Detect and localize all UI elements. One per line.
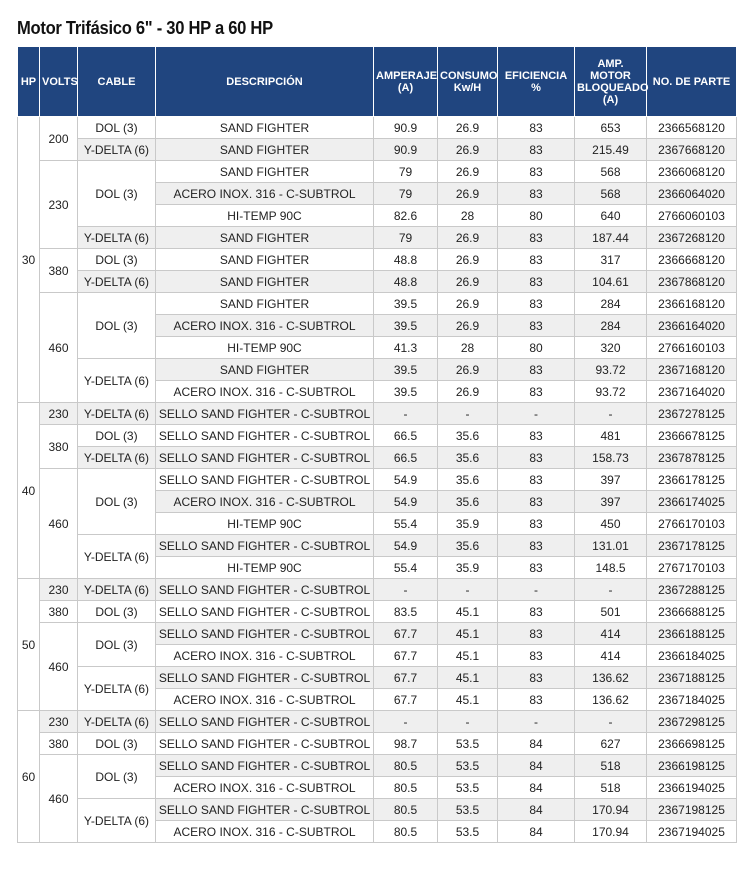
no-parte-cell: 2766060103 — [647, 205, 737, 227]
consumo-cell: - — [438, 579, 498, 601]
consumo-cell: 35.6 — [438, 491, 498, 513]
volts-cell: 460 — [40, 293, 78, 403]
amp-bloqueado-cell: 397 — [575, 491, 647, 513]
amp-bloqueado-cell: 148.5 — [575, 557, 647, 579]
volts-cell: 200 — [40, 117, 78, 161]
consumo-cell: 45.1 — [438, 601, 498, 623]
eficiencia-cell: 83 — [498, 447, 575, 469]
descripcion-cell: SAND FIGHTER — [156, 271, 374, 293]
eficiencia-cell: 83 — [498, 601, 575, 623]
consumo-cell: 26.9 — [438, 293, 498, 315]
descripcion-cell: ACERO INOX. 316 - C-SUBTROL — [156, 381, 374, 403]
amp-bloqueado-cell: 397 — [575, 469, 647, 491]
consumo-cell: 35.6 — [438, 447, 498, 469]
descripcion-cell: HI-TEMP 90C — [156, 337, 374, 359]
eficiencia-cell: 84 — [498, 755, 575, 777]
consumo-cell: 26.9 — [438, 315, 498, 337]
cable-cell: DOL (3) — [78, 249, 156, 271]
descripcion-cell: HI-TEMP 90C — [156, 513, 374, 535]
cable-cell: Y-DELTA (6) — [78, 359, 156, 403]
col-no-parte: NO. DE PARTE — [647, 47, 737, 117]
no-parte-cell: 2367878125 — [647, 447, 737, 469]
eficiencia-cell: 83 — [498, 271, 575, 293]
eficiencia-cell: 80 — [498, 205, 575, 227]
amperaje-cell: 48.8 — [374, 249, 438, 271]
cable-cell: DOL (3) — [78, 601, 156, 623]
cable-cell: Y-DELTA (6) — [78, 227, 156, 249]
consumo-cell: 53.5 — [438, 777, 498, 799]
eficiencia-cell: 83 — [498, 183, 575, 205]
eficiencia-cell: 83 — [498, 557, 575, 579]
descripcion-cell: HI-TEMP 90C — [156, 557, 374, 579]
no-parte-cell: 2367168120 — [647, 359, 737, 381]
amperaje-cell: 39.5 — [374, 293, 438, 315]
no-parte-cell: 2766160103 — [647, 337, 737, 359]
cable-cell: Y-DELTA (6) — [78, 139, 156, 161]
amperaje-cell: 39.5 — [374, 381, 438, 403]
amperaje-cell: 67.7 — [374, 623, 438, 645]
amp-bloqueado-cell: 320 — [575, 337, 647, 359]
consumo-cell: 26.9 — [438, 271, 498, 293]
amperaje-cell: 79 — [374, 183, 438, 205]
consumo-cell: 26.9 — [438, 381, 498, 403]
amp-bloqueado-cell: 170.94 — [575, 821, 647, 843]
descripcion-cell: SELLO SAND FIGHTER - C-SUBTROL — [156, 601, 374, 623]
table-row — [18, 755, 737, 777]
amperaje-cell: 67.7 — [374, 667, 438, 689]
consumo-cell: 53.5 — [438, 755, 498, 777]
table-row — [18, 733, 737, 755]
descripcion-cell: SELLO SAND FIGHTER - C-SUBTROL — [156, 623, 374, 645]
cable-cell: Y-DELTA (6) — [78, 667, 156, 711]
amperaje-cell: - — [374, 403, 438, 425]
no-parte-cell: 2366174025 — [647, 491, 737, 513]
amp-bloqueado-cell: 136.62 — [575, 689, 647, 711]
eficiencia-cell: 83 — [498, 359, 575, 381]
no-parte-cell: 2366184025 — [647, 645, 737, 667]
eficiencia-cell: 83 — [498, 513, 575, 535]
table-row — [18, 161, 737, 183]
amperaje-cell: 80.5 — [374, 755, 438, 777]
col-hp: HP — [18, 47, 40, 117]
consumo-cell: 26.9 — [438, 161, 498, 183]
descripcion-cell: SAND FIGHTER — [156, 139, 374, 161]
amperaje-cell: 54.9 — [374, 535, 438, 557]
descripcion-cell: SELLO SAND FIGHTER - C-SUBTROL — [156, 711, 374, 733]
consumo-cell: 26.9 — [438, 139, 498, 161]
table-row — [18, 623, 737, 645]
amp-bloqueado-cell: 136.62 — [575, 667, 647, 689]
amp-bloqueado-cell: 131.01 — [575, 535, 647, 557]
descripcion-cell: ACERO INOX. 316 - C-SUBTROL — [156, 777, 374, 799]
descripcion-cell: SAND FIGHTER — [156, 249, 374, 271]
amperaje-cell: 98.7 — [374, 733, 438, 755]
descripcion-cell: ACERO INOX. 316 - C-SUBTROL — [156, 315, 374, 337]
descripcion-cell: SELLO SAND FIGHTER - C-SUBTROL — [156, 447, 374, 469]
no-parte-cell: 2366178125 — [647, 469, 737, 491]
amperaje-cell: 90.9 — [374, 139, 438, 161]
motor-spec-table — [17, 46, 737, 843]
no-parte-cell: 2367268120 — [647, 227, 737, 249]
eficiencia-cell: 83 — [498, 315, 575, 337]
table-row — [18, 535, 737, 557]
consumo-cell: 53.5 — [438, 799, 498, 821]
no-parte-cell: 2366164020 — [647, 315, 737, 337]
amp-bloqueado-cell: 568 — [575, 183, 647, 205]
hp-cell: 60 — [18, 711, 40, 843]
table-row — [18, 447, 737, 469]
consumo-cell: 45.1 — [438, 645, 498, 667]
amperaje-cell: 83.5 — [374, 601, 438, 623]
amp-bloqueado-cell: - — [575, 711, 647, 733]
table-row — [18, 271, 737, 293]
descripcion-cell: SAND FIGHTER — [156, 227, 374, 249]
descripcion-cell: SELLO SAND FIGHTER - C-SUBTROL — [156, 535, 374, 557]
cable-cell: DOL (3) — [78, 623, 156, 667]
amp-bloqueado-cell: 170.94 — [575, 799, 647, 821]
hp-cell: 30 — [18, 117, 40, 403]
table-row — [18, 227, 737, 249]
descripcion-cell: SAND FIGHTER — [156, 117, 374, 139]
eficiencia-cell: 83 — [498, 491, 575, 513]
table-row — [18, 293, 737, 315]
amp-bloqueado-cell: 187.44 — [575, 227, 647, 249]
eficiencia-cell: 84 — [498, 799, 575, 821]
eficiencia-cell: 83 — [498, 623, 575, 645]
table-row — [18, 469, 737, 491]
amp-bloqueado-cell: 640 — [575, 205, 647, 227]
cable-cell: DOL (3) — [78, 469, 156, 535]
no-parte-cell: 2767170103 — [647, 557, 737, 579]
cable-cell: Y-DELTA (6) — [78, 447, 156, 469]
descripcion-cell: SELLO SAND FIGHTER - C-SUBTROL — [156, 469, 374, 491]
volts-cell: 380 — [40, 425, 78, 469]
page-title: Motor Trifásico 6" - 30 HP a 60 HP — [17, 18, 273, 38]
eficiencia-cell: 83 — [498, 227, 575, 249]
table-row — [18, 249, 737, 271]
table-row — [18, 117, 737, 139]
amp-bloqueado-cell: 414 — [575, 623, 647, 645]
descripcion-cell: SELLO SAND FIGHTER - C-SUBTROL — [156, 667, 374, 689]
amperaje-cell: 80.5 — [374, 821, 438, 843]
col-consumo: CONSUMO Kw/H — [438, 47, 498, 117]
no-parte-cell: 2366068120 — [647, 161, 737, 183]
cable-cell: Y-DELTA (6) — [78, 711, 156, 733]
descripcion-cell: SELLO SAND FIGHTER - C-SUBTROL — [156, 579, 374, 601]
eficiencia-cell: 83 — [498, 535, 575, 557]
no-parte-cell: 2367194025 — [647, 821, 737, 843]
consumo-cell: 35.6 — [438, 535, 498, 557]
cable-cell: DOL (3) — [78, 755, 156, 799]
cable-cell: DOL (3) — [78, 733, 156, 755]
amperaje-cell: 55.4 — [374, 557, 438, 579]
eficiencia-cell: 80 — [498, 337, 575, 359]
volts-cell: 230 — [40, 403, 78, 425]
amp-bloqueado-cell: 450 — [575, 513, 647, 535]
table-row — [18, 403, 737, 425]
amp-bloqueado-cell: 627 — [575, 733, 647, 755]
volts-cell: 230 — [40, 579, 78, 601]
consumo-cell: 53.5 — [438, 821, 498, 843]
no-parte-cell: 2366568120 — [647, 117, 737, 139]
col-eficiencia: EFICIENCIA % — [498, 47, 575, 117]
no-parte-cell: 2367868120 — [647, 271, 737, 293]
eficiencia-cell: 83 — [498, 645, 575, 667]
descripcion-cell: ACERO INOX. 316 - C-SUBTROL — [156, 183, 374, 205]
eficiencia-cell: 83 — [498, 425, 575, 447]
descripcion-cell: SELLO SAND FIGHTER - C-SUBTROL — [156, 403, 374, 425]
cable-cell: Y-DELTA (6) — [78, 403, 156, 425]
descripcion-cell: SELLO SAND FIGHTER - C-SUBTROL — [156, 733, 374, 755]
no-parte-cell: 2366064020 — [647, 183, 737, 205]
col-descripcion: DESCRIPCIÓN — [156, 47, 374, 117]
no-parte-cell: 2367288125 — [647, 579, 737, 601]
consumo-cell: 26.9 — [438, 227, 498, 249]
amp-bloqueado-cell: 518 — [575, 777, 647, 799]
descripcion-cell: SELLO SAND FIGHTER - C-SUBTROL — [156, 425, 374, 447]
consumo-cell: 53.5 — [438, 733, 498, 755]
amp-bloqueado-cell: - — [575, 579, 647, 601]
eficiencia-cell: 83 — [498, 249, 575, 271]
eficiencia-cell: 83 — [498, 139, 575, 161]
amp-bloqueado-cell: 93.72 — [575, 359, 647, 381]
amperaje-cell: 79 — [374, 161, 438, 183]
volts-cell: 460 — [40, 755, 78, 843]
no-parte-cell: 2366188125 — [647, 623, 737, 645]
descripcion-cell: SELLO SAND FIGHTER - C-SUBTROL — [156, 799, 374, 821]
table-row — [18, 667, 737, 689]
eficiencia-cell: 84 — [498, 733, 575, 755]
amp-bloqueado-cell: 215.49 — [575, 139, 647, 161]
no-parte-cell: 2367298125 — [647, 711, 737, 733]
no-parte-cell: 2366198125 — [647, 755, 737, 777]
amp-bloqueado-cell: 284 — [575, 293, 647, 315]
cable-cell: Y-DELTA (6) — [78, 579, 156, 601]
header-row — [18, 47, 737, 117]
no-parte-cell: 2367198125 — [647, 799, 737, 821]
volts-cell: 380 — [40, 733, 78, 755]
eficiencia-cell: 83 — [498, 667, 575, 689]
no-parte-cell: 2366698125 — [647, 733, 737, 755]
no-parte-cell: 2366678125 — [647, 425, 737, 447]
eficiencia-cell: 83 — [498, 293, 575, 315]
descripcion-cell: SAND FIGHTER — [156, 359, 374, 381]
descripcion-cell: ACERO INOX. 316 - C-SUBTROL — [156, 645, 374, 667]
consumo-cell: 45.1 — [438, 689, 498, 711]
consumo-cell: 35.9 — [438, 513, 498, 535]
eficiencia-cell: 83 — [498, 117, 575, 139]
amp-bloqueado-cell: - — [575, 403, 647, 425]
amp-bloqueado-cell: 317 — [575, 249, 647, 271]
no-parte-cell: 2766170103 — [647, 513, 737, 535]
amperaje-cell: 80.5 — [374, 799, 438, 821]
consumo-cell: 35.9 — [438, 557, 498, 579]
no-parte-cell: 2367178125 — [647, 535, 737, 557]
consumo-cell: 35.6 — [438, 469, 498, 491]
consumo-cell: - — [438, 711, 498, 733]
no-parte-cell: 2366194025 — [647, 777, 737, 799]
consumo-cell: 26.9 — [438, 117, 498, 139]
cable-cell: Y-DELTA (6) — [78, 535, 156, 579]
consumo-cell: 28 — [438, 205, 498, 227]
amp-bloqueado-cell: 414 — [575, 645, 647, 667]
cable-cell: DOL (3) — [78, 293, 156, 359]
table-row — [18, 799, 737, 821]
amperaje-cell: - — [374, 579, 438, 601]
descripcion-cell: SELLO SAND FIGHTER - C-SUBTROL — [156, 755, 374, 777]
eficiencia-cell: 84 — [498, 821, 575, 843]
amp-bloqueado-cell: 158.73 — [575, 447, 647, 469]
amperaje-cell: 90.9 — [374, 117, 438, 139]
amperaje-cell: 66.5 — [374, 447, 438, 469]
table-row — [18, 601, 737, 623]
amp-bloqueado-cell: 93.72 — [575, 381, 647, 403]
consumo-cell: 45.1 — [438, 667, 498, 689]
consumo-cell: - — [438, 403, 498, 425]
consumo-cell: 35.6 — [438, 425, 498, 447]
volts-cell: 460 — [40, 623, 78, 711]
amp-bloqueado-cell: 284 — [575, 315, 647, 337]
descripcion-cell: ACERO INOX. 316 - C-SUBTROL — [156, 821, 374, 843]
no-parte-cell: 2367668120 — [647, 139, 737, 161]
amperaje-cell: 79 — [374, 227, 438, 249]
table-row — [18, 139, 737, 161]
amp-bloqueado-cell: 481 — [575, 425, 647, 447]
no-parte-cell: 2367184025 — [647, 689, 737, 711]
amperaje-cell: 67.7 — [374, 645, 438, 667]
col-cable: CABLE — [78, 47, 156, 117]
consumo-cell: 28 — [438, 337, 498, 359]
amp-bloqueado-cell: 653 — [575, 117, 647, 139]
cable-cell: DOL (3) — [78, 425, 156, 447]
eficiencia-cell: 84 — [498, 777, 575, 799]
volts-cell: 230 — [40, 161, 78, 249]
descripcion-cell: ACERO INOX. 316 - C-SUBTROL — [156, 491, 374, 513]
eficiencia-cell: 83 — [498, 381, 575, 403]
hp-cell: 40 — [18, 403, 40, 579]
table-row — [18, 425, 737, 447]
descripcion-cell: ACERO INOX. 316 - C-SUBTROL — [156, 689, 374, 711]
eficiencia-cell: 83 — [498, 161, 575, 183]
amperaje-cell: 54.9 — [374, 491, 438, 513]
amperaje-cell: 54.9 — [374, 469, 438, 491]
descripcion-cell: SAND FIGHTER — [156, 293, 374, 315]
col-amp-bloqueado: AMP. MOTOR BLOQUEADO (A) — [575, 47, 647, 117]
col-volts: VOLTS — [40, 47, 78, 117]
no-parte-cell: 2367278125 — [647, 403, 737, 425]
volts-cell: 230 — [40, 711, 78, 733]
no-parte-cell: 2366688125 — [647, 601, 737, 623]
amperaje-cell: 39.5 — [374, 359, 438, 381]
eficiencia-cell: - — [498, 403, 575, 425]
amp-bloqueado-cell: 518 — [575, 755, 647, 777]
amp-bloqueado-cell: 104.61 — [575, 271, 647, 293]
volts-cell: 380 — [40, 249, 78, 293]
table-row — [18, 711, 737, 733]
cable-cell: DOL (3) — [78, 161, 156, 227]
col-amperaje: AMPERAJE (A) — [374, 47, 438, 117]
table-row — [18, 579, 737, 601]
cable-cell: Y-DELTA (6) — [78, 271, 156, 293]
cable-cell: DOL (3) — [78, 117, 156, 139]
hp-cell: 50 — [18, 579, 40, 711]
amperaje-cell: 82.6 — [374, 205, 438, 227]
amperaje-cell: 48.8 — [374, 271, 438, 293]
amperaje-cell: 41.3 — [374, 337, 438, 359]
consumo-cell: 26.9 — [438, 183, 498, 205]
no-parte-cell: 2366668120 — [647, 249, 737, 271]
amperaje-cell: 55.4 — [374, 513, 438, 535]
amp-bloqueado-cell: 568 — [575, 161, 647, 183]
eficiencia-cell: 83 — [498, 469, 575, 491]
consumo-cell: 26.9 — [438, 359, 498, 381]
amp-bloqueado-cell: 501 — [575, 601, 647, 623]
consumo-cell: 26.9 — [438, 249, 498, 271]
table-row — [18, 359, 737, 381]
eficiencia-cell: 83 — [498, 689, 575, 711]
consumo-cell: 45.1 — [438, 623, 498, 645]
descripcion-cell: HI-TEMP 90C — [156, 205, 374, 227]
amperaje-cell: - — [374, 711, 438, 733]
descripcion-cell: SAND FIGHTER — [156, 161, 374, 183]
eficiencia-cell: - — [498, 711, 575, 733]
table-body — [18, 117, 737, 843]
volts-cell: 460 — [40, 469, 78, 579]
no-parte-cell: 2367164020 — [647, 381, 737, 403]
amperaje-cell: 67.7 — [374, 689, 438, 711]
amperaje-cell: 39.5 — [374, 315, 438, 337]
no-parte-cell: 2367188125 — [647, 667, 737, 689]
amperaje-cell: 66.5 — [374, 425, 438, 447]
volts-cell: 380 — [40, 601, 78, 623]
amperaje-cell: 80.5 — [374, 777, 438, 799]
no-parte-cell: 2366168120 — [647, 293, 737, 315]
eficiencia-cell: - — [498, 579, 575, 601]
cable-cell: Y-DELTA (6) — [78, 799, 156, 843]
